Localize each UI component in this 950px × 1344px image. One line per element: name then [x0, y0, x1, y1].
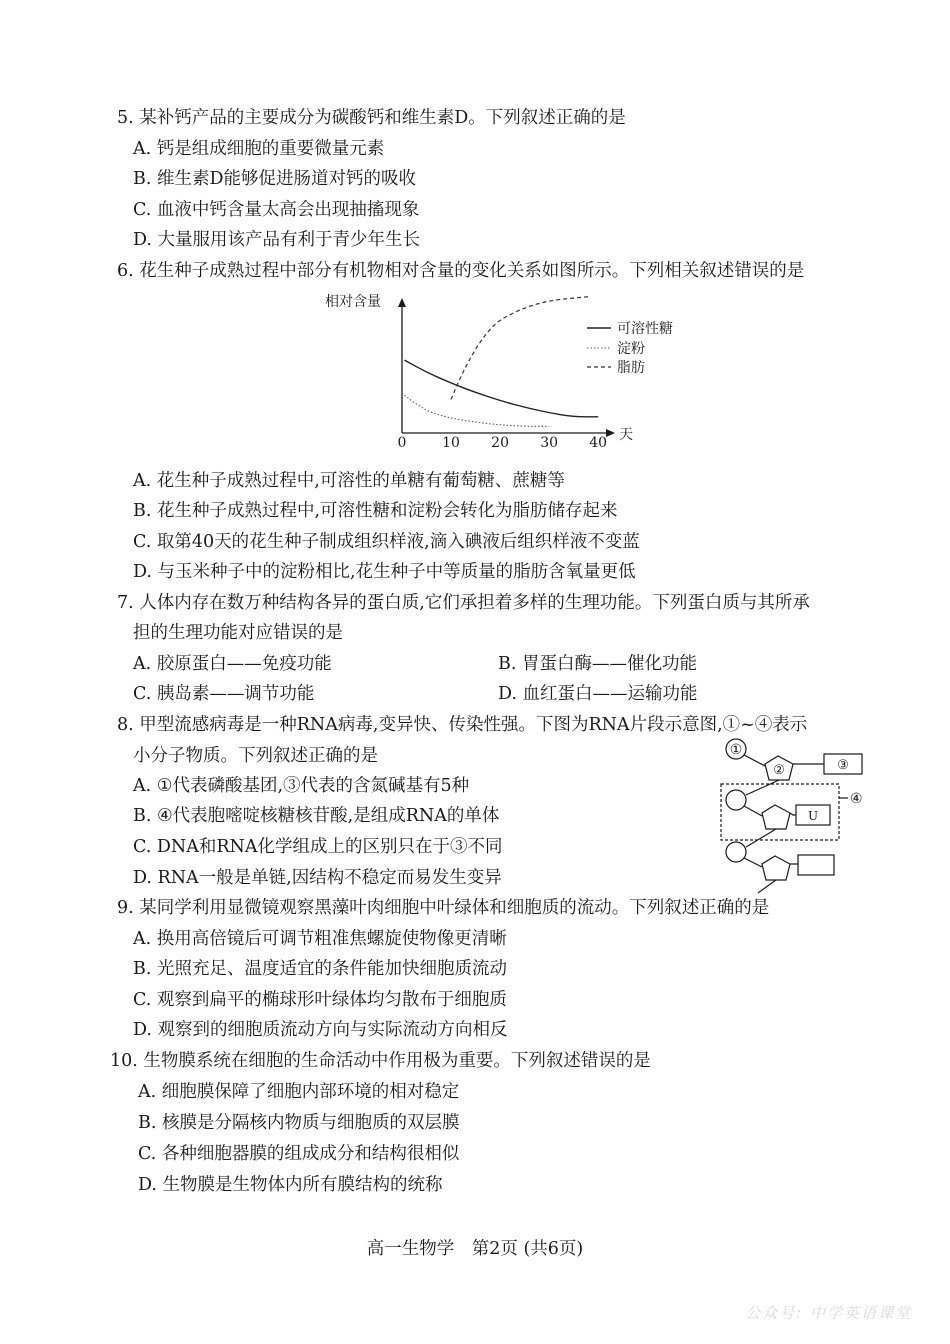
- q6-chart: [325, 288, 685, 448]
- x-tick-label: 30: [540, 435, 559, 448]
- q5-option-a: A. 钙是组成细胞的重要微量元素: [133, 139, 385, 159]
- link-line: [744, 755, 765, 766]
- q8-stem-line1: 8. 甲型流感病毒是一种RNA病毒,变异快、传染性强。下图为RNA片段示意图,①~④表示: [117, 715, 808, 735]
- q6-option-b: B. 花生种子成熟过程中,可溶性糖和淀粉会转化为脂肪储存起来: [133, 501, 618, 521]
- q7-option-c: C. 胰岛素——调节功能: [133, 684, 315, 704]
- q5-option-d: D. 大量服用该产品有利于青少年生长: [133, 230, 421, 250]
- phosphate-circle-mid: [726, 790, 746, 810]
- q8-stem-line2: 小分子物质。下列叙述正确的是: [133, 746, 378, 766]
- y-axis-arrow: [398, 298, 406, 307]
- q9-option-a: A. 换用高倍镜后可调节粗准焦螺旋使物像更清晰: [133, 929, 507, 949]
- q6-option-a: A. 花生种子成熟过程中,可溶性的单糖有葡萄糖、蔗糖等: [133, 471, 565, 491]
- nucleotide-outline-box: [721, 784, 839, 840]
- legend-label-fat: 脂肪: [617, 360, 645, 376]
- q7-option-b: B. 胃蛋白酶——催化功能: [498, 654, 697, 674]
- label-4: ④: [850, 791, 863, 807]
- link-line: [744, 806, 762, 816]
- phosphate-circle-bottom: [726, 842, 746, 862]
- label-2: ②: [773, 763, 785, 778]
- q7-option-d: D. 血红蛋白——运输功能: [498, 684, 698, 704]
- watermark: 公众号: 中学英语课堂: [745, 1304, 912, 1322]
- legend-label-starch: 淀粉: [617, 341, 645, 357]
- series-fat: [451, 297, 588, 400]
- q9-option-b: B. 光照充足、温度适宜的条件能加快细胞质流动: [133, 959, 507, 979]
- q10-option-c: C. 各种细胞器膜的组成成分和结构很相似: [138, 1144, 460, 1164]
- q10-option-a: A. 细胞膜保障了细胞内部环境的相对稳定: [138, 1082, 460, 1102]
- x-tick-label: 10: [442, 435, 460, 448]
- x-tick-label: 40: [589, 435, 608, 448]
- series-soluble-sugar: [405, 360, 599, 417]
- x-tick-label: 0: [397, 435, 407, 448]
- link-line: [790, 813, 796, 815]
- ribose-mid: [762, 805, 790, 829]
- link-line: [744, 858, 762, 867]
- page-footer: 高一生物学 第2页 (共6页): [366, 1239, 584, 1259]
- q7-stem-line1: 7. 人体内存在数万种结构各异的蛋白质,它们承担着多样的生理功能。下列蛋白质与其所承: [117, 593, 810, 613]
- q10-option-b: B. 核膜是分隔核内物质与细胞质的双层膜: [138, 1113, 460, 1133]
- q9-option-d: D. 观察到的细胞质流动方向与实际流动方向相反: [133, 1020, 508, 1040]
- series-starch: [405, 395, 550, 426]
- rna-diagram: [718, 735, 888, 895]
- q10-stem: 10. 生物膜系统在细胞的生命活动中作用极为重要。下列叙述错误的是: [110, 1051, 651, 1071]
- ribose-bottom: [762, 856, 790, 880]
- q8-option-d: D. RNA一般是单链,因结构不稳定而易发生变异: [133, 868, 502, 888]
- q5-stem: 5. 某补钙产品的主要成分为碳酸钙和维生素D。下列叙述正确的是: [117, 108, 626, 128]
- q6-option-d: D. 与玉米种子中的淀粉相比,花生种子中等质量的脂肪含氧量更低: [133, 562, 636, 582]
- chart-xlabel: 天: [619, 427, 633, 443]
- base-box-bottom: [798, 855, 834, 875]
- q9-stem: 9. 某同学利用显微镜观察黑藻叶肉细胞中叶绿体和细胞质的流动。下列叙述正确的是: [117, 898, 770, 918]
- backbone-line: [746, 829, 776, 847]
- q9-option-c: C. 观察到扁平的椭球形叶绿体均匀散布于细胞质: [133, 990, 507, 1010]
- x-tick-label: 20: [491, 435, 510, 448]
- x-axis-arrow: [606, 429, 615, 437]
- base-u-label: U: [807, 809, 819, 823]
- q5-option-b: B. 维生素D能够促进肠道对钙的吸收: [133, 169, 417, 189]
- label-1: ①: [729, 742, 743, 758]
- q7-option-a: A. 胶原蛋白——免疫功能: [133, 654, 332, 674]
- q8-option-a: A. ①代表磷酸基团,③代表的含氮碱基有5种: [133, 776, 470, 796]
- tail-line: [758, 880, 776, 893]
- q6-stem: 6. 花生种子成熟过程中部分有机物相对含量的变化关系如图所示。下列相关叙述错误的是: [117, 261, 805, 281]
- q8-option-b: B. ④代表胞嘧啶核糖核苷酸,是组成RNA的单体: [133, 806, 500, 826]
- q10-option-d: D. 生物膜是生物体内所有膜结构的统称: [138, 1175, 443, 1195]
- label-3: ③: [837, 758, 849, 773]
- q7-stem-line2: 担的生理功能对应错误的是: [133, 623, 343, 643]
- chart-ylabel: 相对含量: [325, 294, 381, 310]
- legend-label-soluble-sugar: 可溶性糖: [617, 321, 673, 337]
- backbone-line: [746, 780, 779, 795]
- q8-option-c: C. DNA和RNA化学组成上的区别只在于③不同: [133, 837, 503, 857]
- q6-option-c: C. 取第40天的花生种子制成组织样液,滴入碘液后组织样液不变蓝: [133, 532, 640, 552]
- q5-option-c: C. 血液中钙含量太高会出现抽搐现象: [133, 200, 420, 220]
